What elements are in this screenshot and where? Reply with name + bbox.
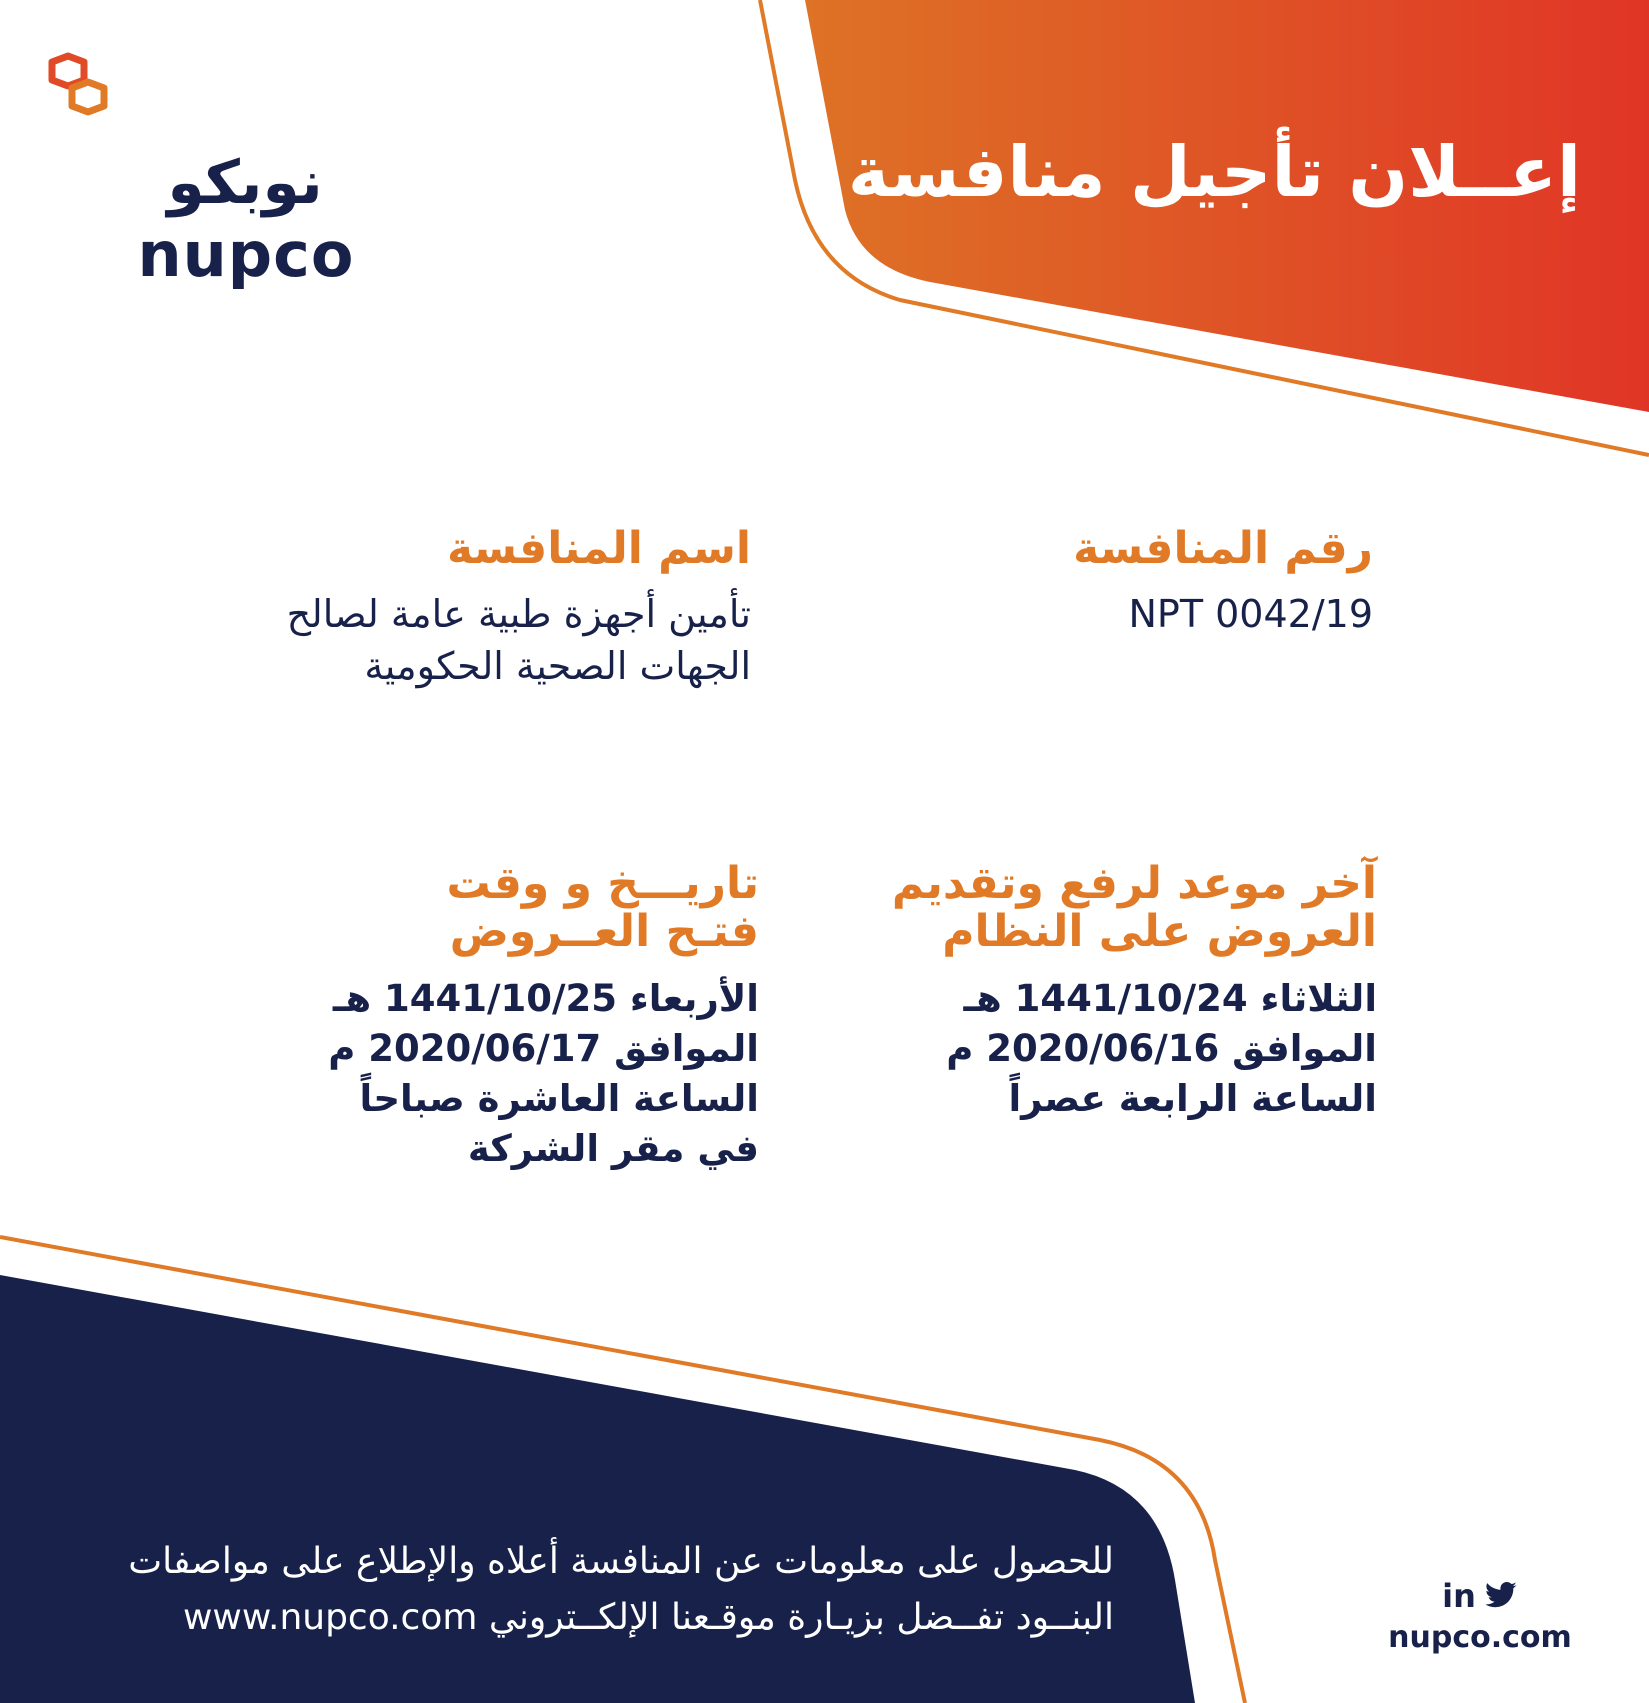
- tender-number-label: رقم المنافسة: [1073, 523, 1373, 574]
- opening-time: الساعة العاشرة صباحاً: [359, 1077, 759, 1120]
- website-link[interactable]: nupco.com: [1388, 1620, 1572, 1655]
- opening-date-hijri: الأربعاء 1441/10/25 هـ: [332, 977, 759, 1020]
- nupco-logo: [40, 52, 355, 291]
- tender-name-line2: الجهات الصحية الحكومية: [364, 644, 751, 688]
- deadline-date-gregorian: الموافق 2020/06/16 م: [946, 1027, 1377, 1070]
- opening-section: [239, 860, 759, 1174]
- opening-label-line1: تاريـــخ و وقت: [446, 858, 759, 909]
- opening-label-line2: فتـح العــروض: [449, 906, 759, 957]
- logo-mark-icon: [40, 52, 120, 132]
- submission-deadline-section: [857, 860, 1377, 1124]
- tender-number-value: NPT 0042/19: [1128, 592, 1373, 636]
- footer-line1: للحصول على معلومات عن المنافسة أعلاه والإطلاع على مواصفات: [128, 1541, 1114, 1582]
- deadline-label-line1: آخر موعد لرفع وتقديم: [891, 858, 1377, 909]
- tender-name-label: اسم المنافسة: [446, 523, 751, 574]
- tender-name-section: [191, 524, 751, 692]
- opening-date-gregorian: الموافق 2020/06/17 م: [328, 1027, 759, 1070]
- tender-name-line1: تأمين أجهزة طبية عامة لصالح: [286, 592, 751, 636]
- social-icons: [1340, 1574, 1620, 1618]
- footer-line2[interactable]: البنــود تفــضل بزيـارة موقـعنا الإلكــتروني www.nupco.com: [182, 1597, 1114, 1638]
- linkedin-icon[interactable]: in: [1442, 1577, 1476, 1615]
- twitter-icon[interactable]: [1484, 1581, 1518, 1611]
- deadline-label-line2: العروض على النظام: [942, 906, 1377, 957]
- logo-arabic-text: نوبكو: [167, 148, 323, 218]
- logo-latin-text: nupco: [137, 218, 355, 291]
- opening-location: في مقر الشركة: [467, 1127, 759, 1170]
- footer-info: [24, 1534, 1114, 1646]
- social-links: [1340, 1574, 1620, 1658]
- page-title: إعــلان تأجيل منافسة: [847, 131, 1581, 213]
- deadline-date-hijri: الثلاثاء 1441/10/24 هـ: [963, 977, 1377, 1020]
- deadline-time: الساعة الرابعة عصراً: [1008, 1077, 1377, 1120]
- tender-number-section: [953, 524, 1373, 640]
